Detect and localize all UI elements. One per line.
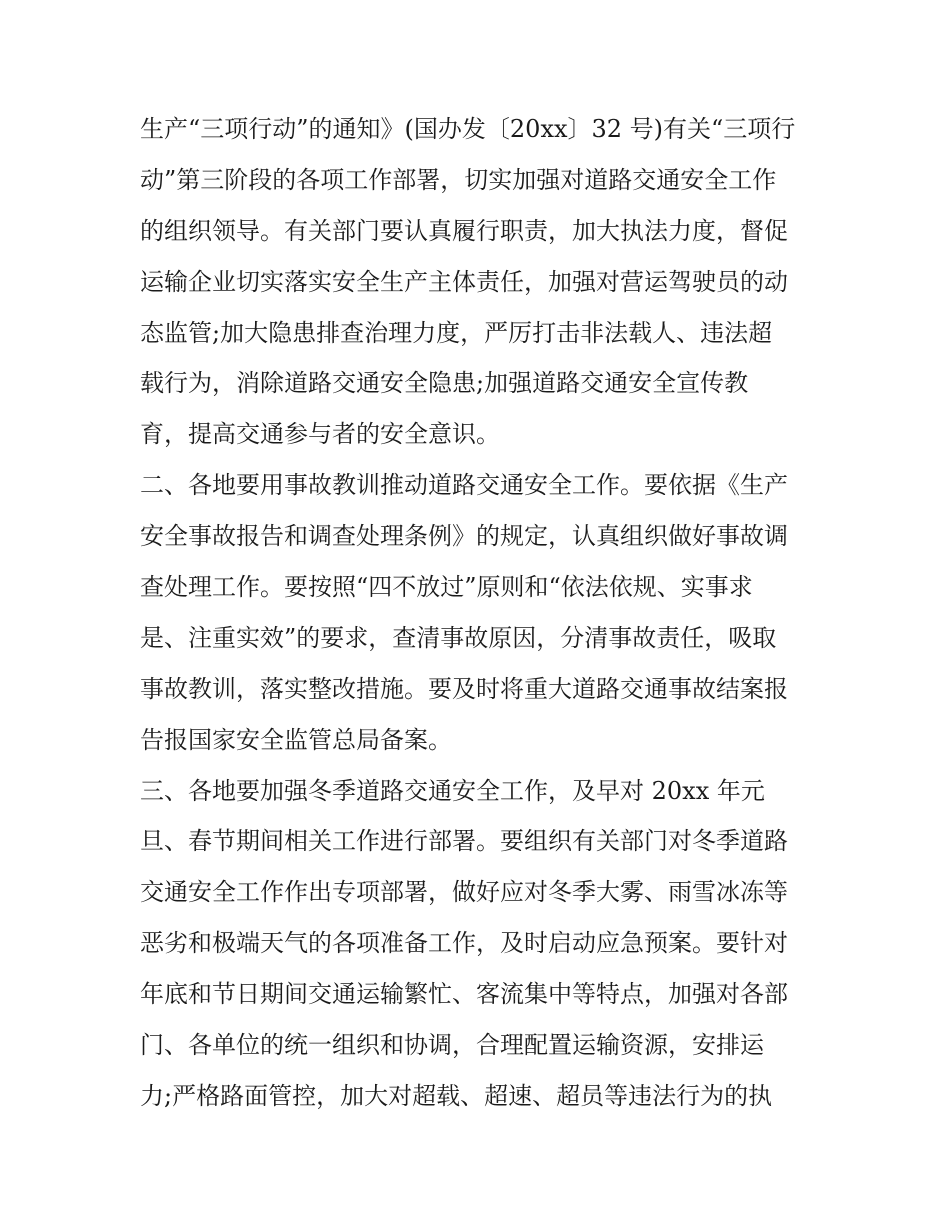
text-line: 动”第三阶段的各项工作部署，切实加强对道路交通安全工作 (140, 165, 777, 194)
text-line: 门、各单位的统一组织和协调，合理配置运输资源，安排运 (140, 1031, 764, 1060)
text-line: 事故教训，落实整改措施。要及时将重大道路交通事故结案报 (140, 674, 788, 703)
document-body (140, 104, 830, 1122)
text-line: 二、各地要用事故教训推动道路交通安全工作。要依据《生产 (140, 471, 788, 500)
text-line: 是、注重实效”的要求，查清事故原因，分清事故责任，吸取 (140, 623, 777, 652)
text-line: 态监管;加大隐患排查治理力度，严厉打击非法载人、违法超 (140, 318, 773, 347)
text-line: 查处理工作。要按照“四不放过”原则和“依法依规、实事求 (140, 573, 753, 602)
text-line: 力;严格路面管控，加大对超载、超速、超员等违法行为的执 (140, 1081, 773, 1110)
text-line: 旦、春节期间相关工作进行部署。要组织有关部门对冬季道路 (140, 827, 788, 856)
text-line: 的组织领导。有关部门要认真履行职责，加大执法力度，督促 (140, 216, 788, 245)
text-line: 恶劣和极端天气的各项准备工作，及时启动应急预案。要针对 (140, 929, 788, 958)
text-line: 生产“三项行动”的通知》(国办发〔20xx〕32 号)有关“三项行 (140, 115, 796, 143)
text-line: 年底和节日期间交通运输繁忙、客流集中等特点，加强对各部 (140, 980, 788, 1009)
text-line: 交通安全工作作出专项部署，做好应对冬季大雾、雨雪冰冻等 (140, 878, 788, 907)
text-line: 运输企业切实落实安全生产主体责任，加强对营运驾驶员的动 (140, 267, 788, 296)
text-line: 育，提高交通参与者的安全意识。 (140, 420, 500, 449)
text-line: 告报国家安全监管总局备案。 (140, 725, 452, 754)
text-line: 安全事故报告和调查处理条例》的规定，认真组织做好事故调 (140, 522, 788, 551)
text-line: 载行为，消除道路交通安全隐患;加强道路交通安全宣传教 (140, 369, 749, 398)
text-line: 三、各地要加强冬季道路交通安全工作，及早对 20xx 年元 (140, 776, 765, 805)
